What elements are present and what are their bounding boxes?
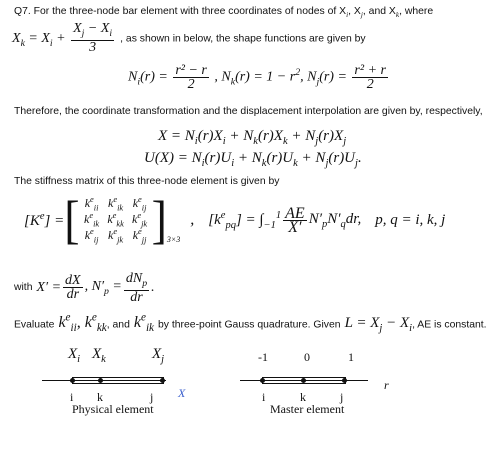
master-k-label: k	[300, 390, 306, 404]
matrix-body: [ $k^e_{ii}$ $k^e_{ik}$ $k^e_{ij}$ $k^e_{ik}$ $k^e_{kk}$ $k^e_{jk}$ $k^e_{ij}$ $k^e_{jk}$ $k^e_{jj}$ ] 3×3	[64, 190, 181, 249]
physical-node-k	[98, 378, 103, 383]
nk-expression: 1 − r	[266, 69, 296, 85]
ni-denominator: 2	[187, 77, 195, 92]
physical-k-label: k	[97, 390, 103, 404]
master-axis-label: r	[384, 378, 389, 392]
master-label-zero: 0	[304, 350, 310, 364]
physical-bar	[72, 377, 164, 384]
shape-functions: $N_i(r)$ = $\frac{\text{r² − r}}{2}$ , $N_k(r) = 1 - r^2$, $N_j(r)$ = $\frac{\text{r² + r}}{2}$	[128, 63, 386, 92]
master-label-minus-one: -1	[258, 350, 268, 364]
evaluate-end: , AE is constant.	[412, 319, 487, 331]
with-definitions: with X′ = $\frac{dX}{dr}$ , $N'_p$ = $\frac{dN_p}{dr}$ .	[14, 271, 155, 305]
master-caption: Master element	[270, 402, 345, 416]
displacement-interpolation: $U(X) = N_i(r)U_i + N_k(r)U_k + N_j(r)U_j$.	[144, 150, 362, 169]
nj-numerator: r² + r	[354, 63, 386, 78]
master-node-k	[301, 378, 306, 383]
master-i-label: i	[262, 390, 266, 404]
ni-numerator: r² − r	[175, 63, 207, 78]
transform-line: Therefore, the coordinate transformation and the displacement interpolation are given by, respectively,	[14, 106, 483, 117]
physical-node-j	[160, 378, 165, 383]
master-node-j	[342, 378, 347, 383]
header-text: Q7. For the three-node bar element with three coordinates of nodes of X	[14, 6, 347, 17]
physical-j-label: j	[150, 390, 154, 404]
stiffness-line: The stiffness matrix of this three-node element is given by	[14, 176, 280, 187]
physical-node-k-label: $X_k$	[92, 346, 106, 365]
xk-def-text: , as shown in below, the shape functions are given by	[120, 33, 366, 45]
physical-node-i-label: $X_i$	[68, 346, 81, 365]
matrix-size: 3×3	[166, 235, 181, 244]
xk-definition: $X_k = X_i$ + $\frac{X_j - X_i}{3}$ , as shown in below, the shape functions are given by	[12, 21, 366, 55]
physical-node-i	[70, 378, 75, 383]
master-label-one: 1	[348, 350, 354, 364]
coordinate-transformation: $X = N_i(r)X_i + N_k(r)X_k + N_j(r)X_j$	[158, 128, 347, 147]
evaluate-line: Evaluate $k^e_{ii}$, $k^e_{kk}$, and $k^e_{ik}$ by three-point Gauss quadrature. Given $L = X_j - X_i$, AE is constant.	[14, 312, 487, 335]
stiffness-matrix: $[K^e]$ = [ $k^e_{ii}$ $k^e_{ik}$ $k^e_{ij}$ $k^e_{ik}$ $k^e_{kk}$ $k^e_{jk}$ $k^e_{ij}$ $k^e_{jk}$ $k^e_{jj}$ ] 3×3 , $[k^e_{pq}] = \int_{-1}^1$ $\frac{AE}{X'}$ $N'_pN'_qdr$, p, q = i, k, j	[24, 190, 446, 249]
physical-caption: Physical element	[72, 402, 154, 416]
physical-axis-label: X	[178, 386, 186, 400]
with-label: with	[14, 282, 33, 294]
evaluate-mid: , and	[106, 319, 130, 331]
physical-i-label: i	[70, 390, 74, 404]
pq-indices: p, q = i, k, j	[375, 211, 446, 228]
evaluate-pre: Evaluate	[14, 319, 55, 331]
master-j-label: j	[340, 390, 344, 404]
header-end: , where	[399, 6, 434, 17]
question-header: Q7. For the three-node bar element with three coordinates of nodes of $X_i$, $X_j$, and $X_k$, where	[14, 6, 434, 20]
header-tail: , and X	[362, 6, 396, 17]
master-node-i	[260, 378, 265, 383]
evaluate-post: by three-point Gauss quadrature. Given	[158, 319, 341, 331]
physical-node-j-label: $X_j$	[152, 346, 165, 365]
